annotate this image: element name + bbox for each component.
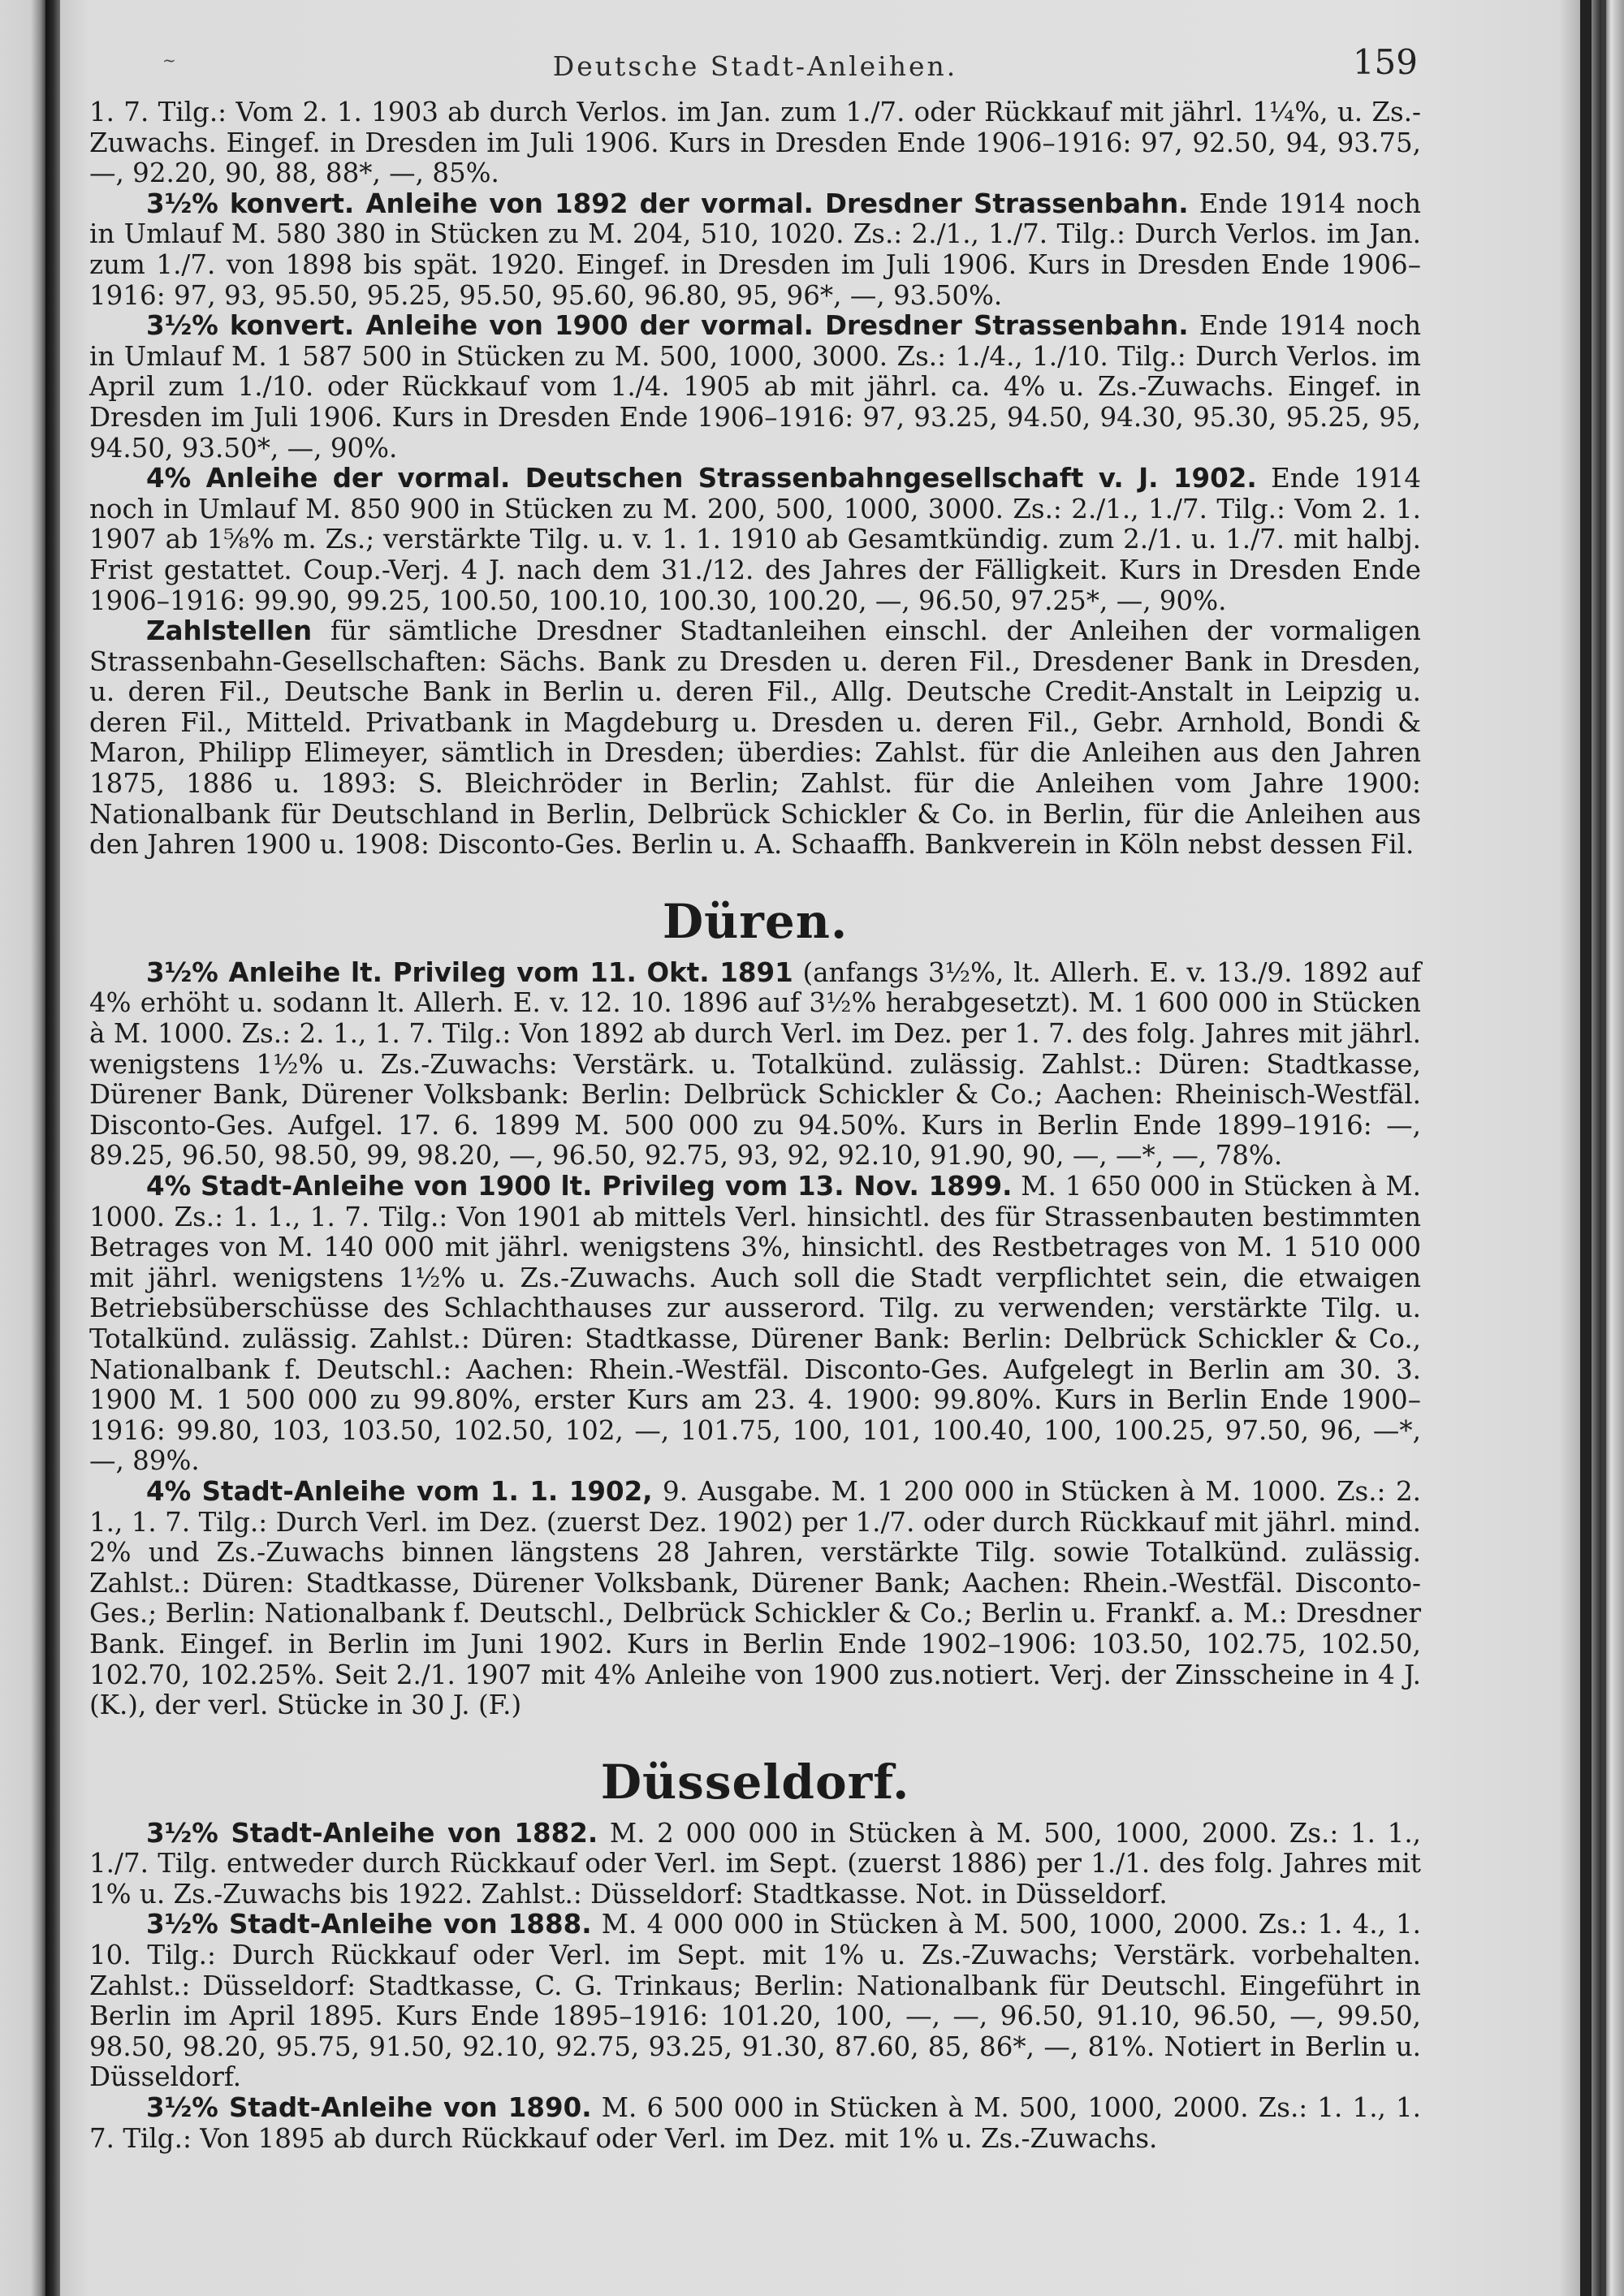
bond-details: Ende 1914 noch in Umlauf M. 850 900 in Stücken zu M. 200, 500, 1000, 3000. Zs.: 2./1., 1./7. Tilg.: Vom 2. 1. 1907 ab 1⅝% m. Zs.; verstärkte Tilg. u. v. 1. 1. 1910 ab Gesamtkündig. zum 2./1. u. 1./7. mit halbj. Frist gestattet. Coup.-Verj. 4 J. nach dem 31./12. des Jahres der Fälligkeit. Kurs in Dresden Ende 1906–1916: 99.90, 99.25, 100.50, 100.10, 100.30, 100.20, —, 96.50, 97.25*, —, 90%. xyxy=(89,463,1421,616)
city-heading: Düren. xyxy=(662,893,849,949)
bond-details: Ende 1914 noch in Umlauf M. 1 587 500 in Stücken zu M. 500, 1000, 3000. Zs.: 1./4., 1./10. Tilg.: Durch Verlos. im April zum 1./10. oder Rückkauf vom 1./4. 1905 ab mit jährl. ca. 4% u. Zs.-Zuwachs. Eingef. in Dresden im Juli 1906. Kurs in Dresden Ende 1906–1916: 97, 93.25, 94.50, 94.30, 95.30, 95.25, 95, 94.50, 93.50*, —, 90%. xyxy=(89,310,1422,464)
page-content xyxy=(89,97,1421,2154)
bond-details: M. 4 000 000 in Stücken à M. 500, 1000, 2000. Zs.: 1. 4., 1. 10. Tilg.: Durch Rückkauf oder Verl. im Sept. mit 1% u. Zs.-Zuwachs; Verstärk. vorbehalten. Zahlst.: Düsseldorf: Stadtkasse, C. G. Trinkaus; Berlin: Nationalbank für Deutschl. Eingeführt in Berlin im April 1895. Kurs Ende 1895–1916: 101.20, 100, —, —, 96.50, 91.10, 96.50, —, 99.50, 98.50, 98.20, 95.75, 91.50, 92.10, 92.75, 93.25, 91.30, 87.60, 85, 86*, —, 81%. Notiert in Berlin u. Düsseldorf. xyxy=(89,1909,1421,2093)
running-title: Deutsche Stadt-Anleihen. xyxy=(552,50,958,82)
bond-details: 9. Ausgabe. M. 1 200 000 in Stücken à M. 1000. Zs.: 2. 1., 1. 7. Tilg.: Durch Verl. im Dez. (zuerst Dez. 1902) per 1./7. oder durch Rückkauf mit jährl. mind. 2% und Zs.-Zuwachs binnen längstens 28 Jahren, verstärkte Tilg. sowie Totalkünd. zulässig. Zahlst.: Düren: Stadtkasse, Dürener Volksbank, Dürener Bank; Aachen: Rhein.-Westfäl. Disconto-Ges.; Berlin: Nationalbank f. Deutschl., Delbrück Schickler & Co.; Berlin u. Frankf. a. M.: Dresdner Bank. Eingef. in Berlin im Juni 1902. Kurs in Berlin Ende 1902–1906: 103.50, 102.75, 102.50, 102.70, 102.25%. Seit 2./1. 1907 mit 4% Anleihe von 1900 zus.notiert. Verj. der Zinsscheine in 4 J. (K.), der verl. Stücke in 30 J. (F.) xyxy=(89,1475,1421,1721)
bond-title: 3½% Stadt-Anleihe von 1882. xyxy=(146,1817,598,1849)
previous-page-edge xyxy=(0,0,50,2296)
bond-title: 3½% konvert. Anleihe von 1892 der vormal. Dresdner Strassenbahn. xyxy=(146,188,1189,219)
book-binding-shadow xyxy=(45,0,60,2296)
bond-entry-paragraph xyxy=(89,1172,1421,1477)
page-number: 159 xyxy=(1352,42,1418,82)
bond-title: 3½% konvert. Anleihe von 1900 der vormal. Dresdner Strassenbahn. xyxy=(146,310,1189,342)
bond-entry-paragraph xyxy=(89,1910,1421,2093)
bond-entry-paragraph xyxy=(89,189,1421,311)
bond-details: für sämtliche Dresdner Stadtanleihen einschl. der Anleihen der vormaligen Strassenbahn-Gesellschaften: Sächs. Bank zu Dresden u. deren Fil., Dresdener Bank in Dresden, u. deren Fil., Deutsche Bank in Berlin u. deren Fil., Allg. Deutsche Credit-Anstalt in Leipzig u. deren Fil., Mitteld. Privatbank in Magdeburg u. Dresden u. deren Fil., Gebr. Arnhold, Bondi & Maron, Philipp Elimeyer, sämtlich in Dresden; überdies: Zahlst. für die Anleihen aus den Jahren 1875, 1886 u. 1893: S. Bleichröder in Berlin; Zahlst. für die Anleihen vom Jahre 1900: Nationalbank für Deutschland in Berlin, Delbrück Schickler & Co. in Berlin, für die Anleihen aus den Jahren 1900 u. 1908: Disconto-Ges. Berlin u. A. Schaaffh. Bankverein in Köln nebst dessen Fil. xyxy=(89,615,1421,861)
bond-details: M. 2 000 000 in Stücken à M. 500, 1000, 2000. Zs.: 1. 1., 1./7. Tilg. entweder durch Rückkauf oder Verl. im Sept. (zuerst 1886) per 1./1. des folg. Jahres mit 1% u. Zs.-Zuwachs bis 1922. Zahlst.: Düsseldorf: Stadtkasse. Not. in Düsseldorf. xyxy=(89,1817,1421,1910)
bond-title: 4% Stadt-Anleihe von 1900 lt. Privileg vom 13. Nov. 1899. xyxy=(146,1171,1013,1202)
bond-details: M. 6 500 000 in Stücken à M. 500, 1000, 2000. Zs.: 1. 1., 1. 7. Tilg.: Von 1895 ab durch Rückkauf oder Verl. im Dez. mit 1% u. Zs.-Zuwachs. xyxy=(89,2092,1421,2154)
bond-title: 4% Anleihe der vormal. Deutschen Strassenbahngesellschaft v. J. 1902. xyxy=(146,463,1257,494)
bond-details: M. 1 650 000 in Stücken à M. 1000. Zs.: 1. 1., 1. 7. Tilg.: Von 1901 ab mittels Verl. hinsichtl. des für Strassenbauten bestimmten Betrages von M. 140 000 mit jährl. wenigstens 3%, hinsichtl. des Restbetrages von M. 1 510 000 mit jährl. wenigstens 1½% u. Zs.-Zuwachs. Auch soll die Stadt verpflichtet sein, die etwaigen Betriebsüberschüsse des Schlachthauses zur ausserord. Tilg. zu verwenden; verstärkte Tilg. u. Totalkünd. zulässig. Zahlst.: Düren: Stadtkasse, Dürener Bank: Berlin: Delbrück Schickler & Co., Nationalbank f. Deutschl.: Aachen: Rhein.-Westfäl. Disconto-Ges. Aufgelegt in Berlin am 30. 3. 1900 M. 1 500 000 zu 99.80%, erster Kurs am 23. 4. 1900: 99.80%. Kurs in Berlin Ende 1900–1916: 99.80, 103, 103.50, 102.50, 102, —, 101.75, 100, 101, 100.40, 100, 100.25, 97.50, 96, —*, —, 89%. xyxy=(89,1171,1421,1477)
bond-entry-paragraph xyxy=(89,2093,1421,2154)
right-page-edge-shadow xyxy=(1580,0,1592,2296)
bond-entry-paragraph xyxy=(89,958,1421,1172)
bond-entry-paragraph xyxy=(89,1819,1421,1910)
bond-title: 4% Stadt-Anleihe vom 1. 1. 1902, xyxy=(146,1475,653,1507)
bond-entry-paragraph xyxy=(89,464,1421,616)
right-page-edge-line xyxy=(1601,0,1606,2296)
bond-entry-paragraph xyxy=(89,1477,1421,1721)
bond-title: Zahlstellen xyxy=(146,615,313,647)
bond-title: 3½% Anleihe lt. Privileg vom 11. Okt. 1891 xyxy=(146,956,793,988)
bond-details: (anfangs 3½%, lt. Allerh. E. v. 13./9. 1892 auf 4% erhöht u. sodann lt. Allerh. E. v. 12. 10. 1896 auf 3½% herabgesetzt). M. 1 600 000 in Stücken à M. 1000. Zs.: 2. 1., 1. 7. Tilg.: Von 1892 ab durch Verl. im Dez. per 1. 7. des folg. Jahres mit jährl. wenigstens 1½% u. Zs.-Zuwachs: Verstärk. u. Totalkünd. zulässig. Zahlst.: Düren: Stadtkasse, Dürener Bank, Dürener Volksbank: Berlin: Delbrück Schickler & Co.; Aachen: Rheinisch-Westfäl. Disconto-Ges. Aufgel. 17. 6. 1899 M. 500 000 zu 94.50%. Kurs in Berlin Ende 1899–1916: —, 89.25, 96.50, 98.50, 99, 98.20, —, 96.50, 92.75, 93, 92, 92.10, 91.90, 90, —, —*, —, 78%. xyxy=(89,956,1421,1172)
print-speck: ~ xyxy=(162,50,176,70)
bond-title: 3½% Stadt-Anleihe von 1888. xyxy=(146,1909,592,1940)
bond-entry-paragraph xyxy=(89,616,1421,861)
city-heading: Düsseldorf. xyxy=(600,1754,910,1810)
document-page xyxy=(89,32,1421,2154)
bond-details: 1. 7. Tilg.: Vom 2. 1. 1903 ab durch Verlos. im Jan. zum 1./7. oder Rückkauf mit jährl. 1¼%, u. Zs.-Zuwachs. Eingef. in Dresden im Juli 1906. Kurs in Dresden Ende 1906–1916: 97, 92.50, 94, 93.75, —, 92.20, 90, 88, 88*, —, 85%. xyxy=(89,97,1421,189)
bond-details: Ende 1914 noch in Umlauf M. 580 380 in Stücken zu M. 204, 510, 1020. Zs.: 2./1., 1./7. Tilg.: Durch Verlos. im Jan. zum 1./7. von 1898 bis spät. 1920. Eingef. in Dresden im Juli 1906. Kurs in Dresden Ende 1906–1916: 97, 93, 95.50, 95.25, 95.50, 95.60, 96.80, 95, 96*, —, 93.50%. xyxy=(89,188,1422,311)
bond-entry-paragraph xyxy=(89,311,1421,464)
bond-title: 3½% Stadt-Anleihe von 1890. xyxy=(146,2092,592,2124)
continued-entry-paragraph xyxy=(89,97,1421,189)
page-header xyxy=(89,32,1421,97)
